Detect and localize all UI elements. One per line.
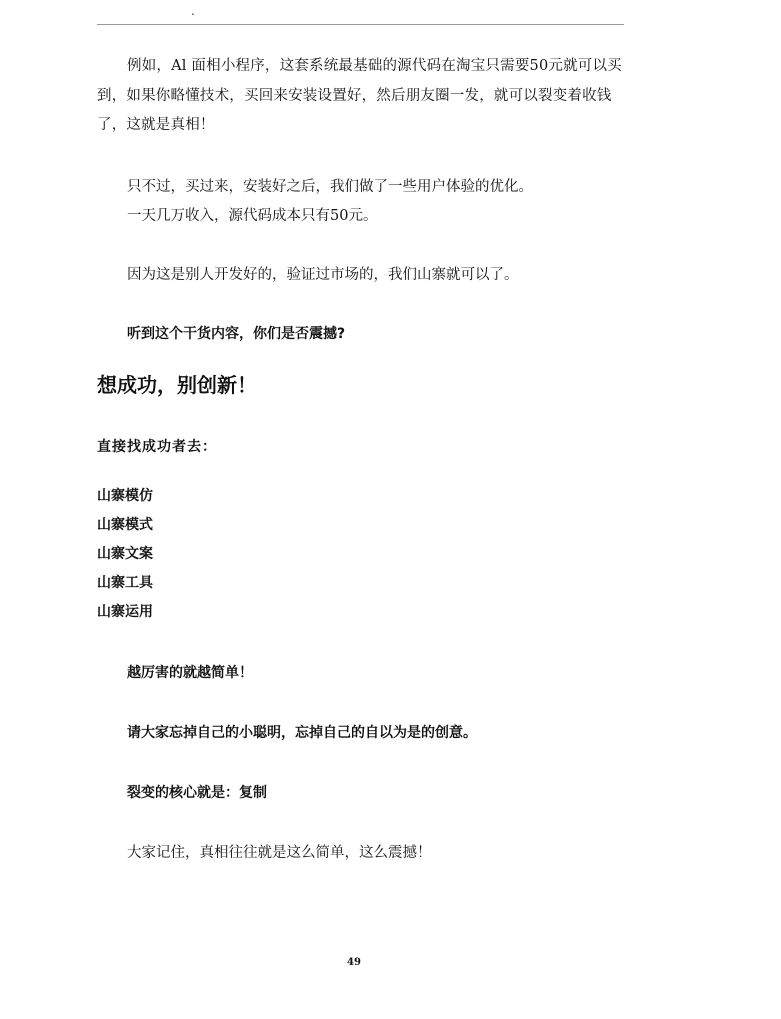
closing-core-copy: 裂变的核心就是：复制 bbox=[127, 785, 267, 801]
list-item: 山寨运用 bbox=[97, 604, 153, 620]
list-item: 山寨模式 bbox=[97, 517, 153, 533]
closing-simple: 越厉害的就越简单！ bbox=[127, 665, 253, 681]
copycat-list bbox=[97, 482, 153, 627]
header-rule bbox=[97, 24, 624, 25]
list-item: 山寨工具 bbox=[97, 575, 153, 591]
section-subheading: 直接找成功者去： bbox=[97, 439, 217, 455]
paragraph-optimization-line: 只不过，买过来，安装好之后，我们做了一些用户体验的优化。 bbox=[127, 179, 533, 195]
paragraph-income-line: 一天几万收入，源代码成本只有50元。 bbox=[127, 208, 378, 224]
header-mark: . bbox=[191, 4, 195, 18]
closing-remember: 大家记住，真相往往就是这么简单，这么震撼！ bbox=[127, 845, 432, 861]
page-number: 49 bbox=[347, 957, 361, 968]
list-item: 山寨模仿 bbox=[97, 488, 153, 504]
paragraph-ai-face-example: 例如，Al 面相小程序，这套系统最基础的源代码在淘宝只需要50元就可以买到，如果你略懂技术，买回来安装设置好，然后朋友圈一发，就可以裂变着收钱了，这就是真相！ bbox=[97, 58, 622, 133]
list-item: 山寨文案 bbox=[97, 546, 153, 562]
paragraph-copy-market: 因为这是别人开发好的，验证过市场的，我们山寨就可以了。 bbox=[127, 267, 519, 283]
section-heading: 想成功，别创新！ bbox=[97, 373, 257, 397]
paragraph-shocked-question: 听到这个干货内容，你们是否震撼? bbox=[127, 326, 346, 342]
closing-forget-cleverness: 请大家忘掉自己的小聪明，忘掉自己的自以为是的创意。 bbox=[127, 725, 477, 741]
